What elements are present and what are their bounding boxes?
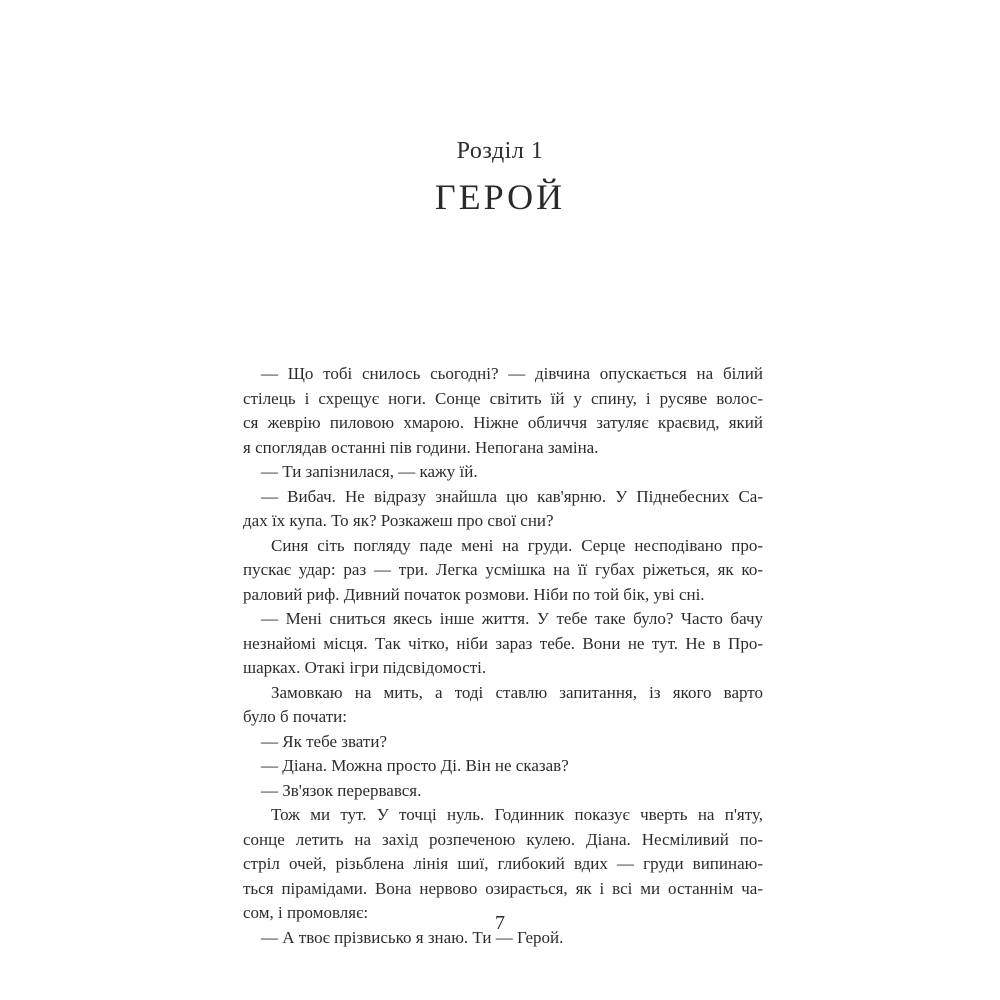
text-line: ться пірамідами. Вона нервово озирається, як і всі ми останнім ча- xyxy=(243,878,763,898)
text-line: шарках. Отакі ігри підсвідомості. xyxy=(243,658,487,677)
text-line: стілець і схрещує ноги. Сонце світить їй у спину, і русяве волос- xyxy=(243,388,763,408)
text-line: було б почати: xyxy=(243,707,347,726)
text-line: Синя сіть погляду паде мені на груди. Серце несподівано про- xyxy=(271,535,763,555)
text-line: дах їх купа. То як? Розкажеш про свої сни? xyxy=(243,511,554,530)
text-line: раловий риф. Дивний початок розмови. Ніби по той бік, уві сні. xyxy=(243,584,705,604)
text-line: — Діана. Можна просто Ді. Він не сказав? xyxy=(261,756,569,775)
text-line: — А твоє прізвисько я знаю. Ти — Герой. xyxy=(261,927,564,947)
chapter-number: Розділ 1 xyxy=(456,138,544,164)
text-line: — Зв'язок перервався. xyxy=(261,780,422,800)
chapter-title: ГЕРОЙ xyxy=(434,177,566,217)
text-line: — Як тебе звати? xyxy=(261,731,387,751)
text-line: незнайомі місця. Так чітко, ніби зараз тебе. Вони не тут. Не в Про- xyxy=(243,633,763,653)
text-line: — Мені сниться якесь інше життя. У тебе таке було? Часто бачу xyxy=(261,609,763,628)
text-line: сонце летить на захід розпеченою кулею. Діана. Несміливий по- xyxy=(243,829,763,849)
text-line: я споглядав останні пів години. Непогана заміна. xyxy=(243,437,599,457)
text-line: ся жеврію пиловою хмарою. Ніжне обличчя затуляє краєвид, який xyxy=(243,413,763,432)
text-line: Тож ми тут. У точці нуль. Годинник показує чверть на п'яту, xyxy=(271,805,763,824)
body-text xyxy=(243,362,763,950)
text-line: — Ти запізнилася, — кажу їй. xyxy=(261,462,478,481)
text-line: Замовкаю на мить, а тоді ставлю запитання, із якого варто xyxy=(271,682,763,702)
text-line: пускає удар: раз — три. Легка усмішка на її губах ріжеться, як ко- xyxy=(243,560,763,579)
page-number: 7 xyxy=(495,912,505,934)
text-line: сом, і промовляє: xyxy=(243,903,369,922)
text-line: — Що тобі снилось сьогодні? — дівчина опускається на білий xyxy=(261,364,763,383)
text-line: стріл очей, різьблена лінія шиї, глибокий вдих — груди випинаю- xyxy=(243,854,763,873)
text-line: — Вибач. Не відразу знайшла цю кав'ярню. У Піднебесних Са- xyxy=(261,486,763,506)
